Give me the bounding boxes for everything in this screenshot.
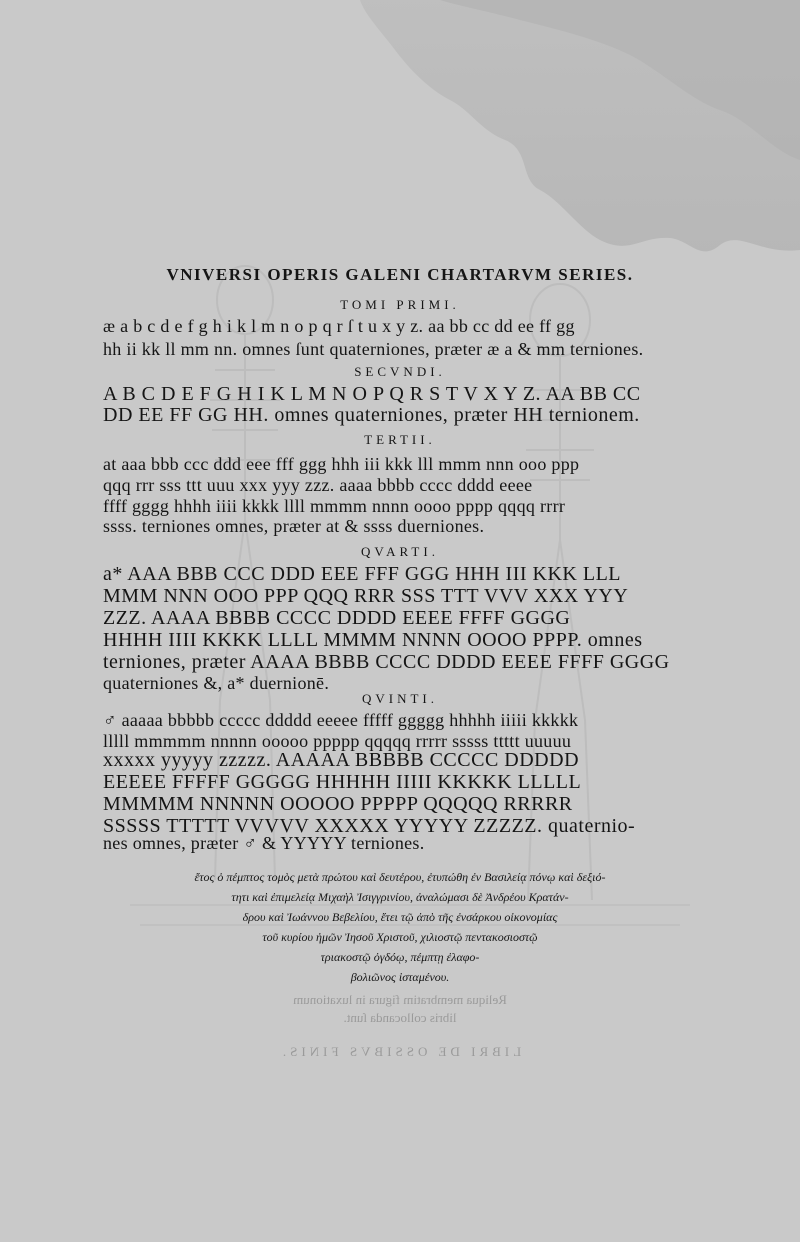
text-line: quaterniones &, a* duernionē. (103, 673, 330, 693)
section-title-quarti: QVARTI. (361, 544, 439, 559)
text-line: terniones, præter AAAA BBBB CCCC DDDD EEEE FFFF GGGG (103, 651, 670, 673)
colophon-line: τητι καὶ ἐπιμελείᾳ Μιχαὴλ Ἰσιγγρινίου, ἀναλώμασι δὲ Ἀνδρέου Κρατάν- (231, 890, 569, 904)
section-title-primi: TOMI PRIMI. (340, 297, 460, 312)
text-line: DD EE FF GG HH. omnes quaterniones, præter HH ternionem. (103, 404, 640, 426)
section-title-quinti: QVINTI. (361, 691, 438, 706)
text-line: xxxxx yyyyy zzzzz. AAAAA BBBBB CCCCC DDDDD (103, 749, 580, 771)
colophon-line: τριακοστῷ ὀγδόῳ, πέμπτῃ ἐλαφο- (320, 950, 480, 964)
colophon-line: βολιῶνος ἱσταμένου. (350, 970, 450, 984)
text-line: nes omnes, præter ♂ & YYYYY terniones. (103, 833, 425, 853)
colophon-line: ἔτος ὁ πέμπτος τομὸς μετὰ πρώτου καὶ δευτέρου, ἐτυπώθη ἐν Βασιλείᾳ πόνῳ καὶ δεξιό- (194, 870, 606, 884)
text-line: MMM NNN OOO PPP QQQ RRR SSS TTT VVV XXX YYY (103, 585, 629, 607)
text-line: MMMMM NNNNN OOOOO PPPPP QQQQQ RRRRR (103, 793, 573, 815)
colophon-line: δρου καὶ Ἰωάννου Βεβελίου, ἔτει τῷ ἀπὸ τῆς ἐνσάρκου οἰκονομίας (242, 910, 558, 924)
text-line: HHHH IIII KKKK LLLL MMMM NNNN OOOO PPPP. omnes (103, 629, 643, 651)
section-title-secundi: SECVNDI. (354, 364, 446, 379)
text-line: hh ii kk ll mm nn. omnes ſunt quaterniones, præter æ a & mm terniones. (103, 339, 644, 359)
text-line: æ a b c d e f g h i k l m n o p q r ſ t u x y z. aa bb cc dd ee ff gg (103, 316, 575, 336)
text-line: A B C D E F G H I K L M N O P Q R S T V X Y Z. AA BB CC (103, 383, 641, 405)
colophon-line: τοῦ κυρίου ἡμῶν Ἰησοῦ Χριστοῦ, χιλιοστῷ πεντακοσιοστῷ (262, 930, 538, 944)
page-heading: VNIVERSI OPERIS GALENI CHARTARVM SERIES. (166, 265, 634, 284)
text-line: ZZZ. AAAA BBBB CCCC DDDD EEEE FFFF GGGG (103, 607, 571, 629)
text-line: qqq rrr sss ttt uuu xxx yyy zzz. aaaa bbbb cccc dddd eeee (103, 475, 533, 495)
bleedthrough-text: Reliqua membratim figura in luxationum (293, 992, 507, 1007)
bleedthrough-text: libris collocanda ſunt. (343, 1010, 457, 1025)
text-line: ♂ aaaaa bbbbb ccccc ddddd eeeee fffff ggggg hhhhh iiiii kkkkk (103, 710, 579, 730)
text-line: a* AAA BBB CCC DDD EEE FFF GGG HHH III KKK LLL (103, 563, 622, 585)
text-line: SSSSS TTTTT VVVVV XXXXX YYYYY ZZZZZ. quaternio- (103, 815, 636, 837)
bleedthrough-text: LIBRI DE OSSIBVS FINIS. (278, 1044, 522, 1059)
text-line: EEEEE FFFFF GGGGG HHHHH IIIII KKKKK LLLLL (103, 771, 582, 793)
text-line: ffff gggg hhhh iiii kkkk llll mmmm nnnn oooo pppp qqqq rrrr (103, 496, 566, 516)
text-line: at aaa bbb ccc ddd eee fff ggg hhh iii kkk lll mmm nnn ooo ppp (103, 454, 580, 474)
section-title-tertii: TERTII. (364, 432, 436, 447)
text-line: ssss. terniones omnes, præter at & ssss duerniones. (103, 516, 485, 536)
text-line: lllll mmmmm nnnnn ooooo ppppp qqqqq rrrrr sssss ttttt uuuuu (103, 731, 572, 751)
